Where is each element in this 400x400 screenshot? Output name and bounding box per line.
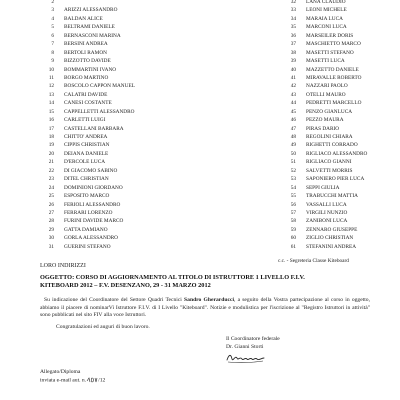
participant-name: CASTELLANI BARBARA [64,125,124,132]
participant-name: RIGLIACO ALESSANDRO [306,150,368,157]
participant-name: MARCONI LUCA [306,24,347,31]
participant-number: 34 [290,15,296,22]
participant-number: 25 [48,193,54,200]
participant-name: PENZO GIANLUCA [306,108,353,115]
participant-number: 19 [48,142,54,149]
participant-number: 60 [290,235,296,242]
participant-number: 24 [48,184,54,191]
footer-email-prefix: inviata e-mail aut. n. [40,376,87,383]
participant-name: DOMINIONI GIORDANO [64,184,123,191]
participant-number: 57 [290,209,296,216]
participant-name: BORGO MARTINO [64,74,109,81]
participant-number: 46 [290,117,296,124]
participant-number: 48 [290,134,296,140]
participant-number: 47 [290,125,296,132]
participant-number: 2 [51,0,54,5]
participant-number: 55 [290,193,296,200]
footer-attachment: Allegato/Diploma [40,369,81,375]
participant-number: 14 [48,100,54,107]
participant-name: CAPPELLETTI ALESSANDRO [64,108,135,115]
body-coordinator-name: Sandro Gherarducci [184,297,234,303]
participant-number: 50 [290,150,296,157]
participant-name: LANA CLAUDIO [306,0,346,5]
participant-name: CANESI COSTANTE [64,100,112,107]
participant-name: REGOLINI CHIARA [306,134,353,140]
subject-line-2: KITEBOARD 2012 – F.V. DESENZANO, 29 - 31 MARZO 2012 [40,282,211,290]
participant-name: BELTRAMI DANIELE [64,24,115,31]
participant-number: 58 [290,218,296,225]
participant-name: ARIZZI ALESSANDRO [64,7,118,14]
participant-number: 13 [48,91,54,98]
participant-number: 10 [48,66,54,73]
participant-number: 38 [290,49,296,56]
participant-number: 41 [290,74,296,81]
participant-name: SAPONIERO PIER LUCA [306,176,365,183]
participant-name: DEIANA DANIELE [64,150,109,157]
participant-name: ZANIBONI LUCA [306,218,348,225]
participant-number: 45 [290,108,296,115]
participant-name: BOSCOLO CAPPON MANUEL [64,83,135,90]
participant-name: BIZZOTTO DAVIDE [64,58,111,65]
participant-number: 4 [51,15,54,22]
signature-name: Dr. Gianni Storti [226,343,264,350]
participant-name: BERTOLI RAMON [64,49,107,56]
participant-number: 17 [48,125,54,132]
participant-name: MARAIA LUCA [306,15,343,22]
participant-name: OTELLI MAURO [306,91,346,98]
participant-name: MIRAVALLE ROBERTO [306,74,362,81]
participant-name: MASETTI LUCA [306,58,345,65]
subject-heading [40,274,370,290]
participant-number: 39 [290,58,296,65]
participant-name: GATTA DAMIANO [64,226,108,233]
participant-number: 35 [290,24,296,31]
participant-number: 11 [48,74,54,81]
participant-name: PEDRETTI MARCELLO [306,100,362,107]
participant-number: 30 [48,235,54,242]
participant-name: STEFANINI ANDREA [306,243,357,250]
participant-number: 15 [48,108,54,115]
participant-number: 54 [290,184,296,191]
participant-name: SALVETTI MORRIS [306,167,353,174]
participant-number: 22 [48,167,54,174]
signature-block [226,336,280,351]
participant-number: 20 [48,150,54,157]
participant-number: 44 [290,100,296,107]
participant-number: 12 [48,83,54,90]
participant-number: 8 [51,49,54,56]
subject-line-1: OGGETTO: CORSO DI AGGIORNAMENTO AL TITOLO DI ISTRUTTORE 1 LIVELLO F.I.V. [40,274,305,281]
participant-name: CALATRI DAVIDE [64,91,108,98]
participant-number: 43 [290,91,296,98]
participant-name: BALDAN ALICE [64,15,103,22]
participant-number: 27 [48,209,54,216]
participant-name: LEONI MICHELE [306,7,347,14]
participant-name: MASCHIETTO MARCO [306,41,361,48]
participant-name: DITEL CHRISTIAN [64,176,109,183]
handwritten-number [86,377,98,383]
participant-name: DI GIACOMO SABINO [64,167,118,174]
participant-number: 40 [290,66,296,73]
participant-name: MARSEILER DORIS [306,32,354,39]
participant-name: FERIOLI ALESSANDRO [64,201,121,208]
participant-name: NAZZARI PAOLO [306,83,348,90]
participant-number: 29 [48,226,54,233]
participant-name: MASETTI STEFANO [306,49,354,56]
footer [40,369,105,384]
participant-name: FERRARI LORENZO [64,209,113,216]
participant-name: GUERINI STEFANO [64,243,111,250]
body-suffix: , a seguito della Vostra partecipazione al corso in oggetto, abbiamo il piacere di nominarVi Istruttore F.I.V. di I Livello "Kiteboard". Notizie e modulistica per l'iscrizione al "Registro Istruttori in attività" sono pubblicati nel sito FIV alla voce Istruttori. [40,297,370,319]
participant-name: PIRAS DARIO [306,125,340,132]
footer-email-line [40,377,105,385]
participant-name: ZENNARO GIUSEPPE [306,226,358,233]
participant-number: 36 [290,32,296,39]
participant-number: 6 [51,32,54,39]
participant-number: 23 [48,176,54,183]
participant-number: 28 [48,218,54,225]
participant-name: BERNASCONI MARINA [64,32,121,39]
participant-number: 7 [51,41,54,48]
participant-number: 18 [48,134,54,140]
participant-number: 21 [48,159,54,166]
participant-name: D'ERCOLE LUCA [64,159,106,166]
participant-number: 32 [290,0,296,5]
participant-number: 59 [290,226,296,233]
participant-number: 56 [290,201,296,208]
participant-number: 37 [290,41,296,48]
participant-number: 52 [290,167,296,174]
participant-name: FURINI DAVIDE MARCO [64,218,124,225]
body-paragraph [40,297,370,320]
participant-number: 26 [48,201,54,208]
participant-number: 3 [51,7,54,14]
footer-email-suffix: /12 [98,376,106,383]
participant-name: MAZZETTO DANIELE [306,66,359,73]
participant-number: 51 [290,159,296,166]
participant-name: VIRGILI NUNZIO [306,209,348,216]
participant-number: 5 [51,24,54,31]
participant-name: GORLA ALESSANDRO [64,235,119,242]
participant-number: 31 [48,243,54,250]
participant-name: CHITTO' ANDREA [64,134,108,140]
participant-name: RIGLIACO GIANNI [306,159,352,166]
participant-number: 49 [290,142,296,149]
participant-name: SEPPI GIULIA [306,184,340,191]
participant-number: 33 [290,7,296,14]
participant-name: BERSINI ANDREA [64,41,108,48]
participant-name: VASSALLI LUCA [306,201,347,208]
body-prefix: Su indicazione del Coordinatore del Settore Quadri Tecnici [44,297,185,303]
recipients-label: LORO INDIRIZZI [40,263,86,269]
participant-number: 53 [290,176,296,183]
signature-title: Il Coordinatore federale [226,336,280,342]
participant-name: PEZZO MAURA [306,117,344,124]
participant-name: TRABUCCHI MATTIA [306,193,358,200]
participant-name: CARLETTI LUIGI [64,117,106,124]
participant-name: ZIGLIO CHRISTIAN [306,235,354,242]
participant-number: 16 [48,117,54,124]
handwritten-signature [226,352,266,364]
participant-number: 61 [290,243,296,250]
cc-line: c.c. - Segreteria Classe Kiteboard [278,258,349,264]
participant-number: 9 [51,58,54,65]
participant-number: 42 [290,83,296,90]
participant-name: ESPOSITO MARCO [64,193,110,200]
participant-name: CIPPIS CHRISTIAN [64,142,110,149]
congratulations-line: Congratulazioni ed auguri di buon lavoro. [56,324,150,330]
participant-name: RIGHETTI CORRADO [306,142,358,149]
participant-name: BOMMARTINI IVANO [64,66,117,73]
